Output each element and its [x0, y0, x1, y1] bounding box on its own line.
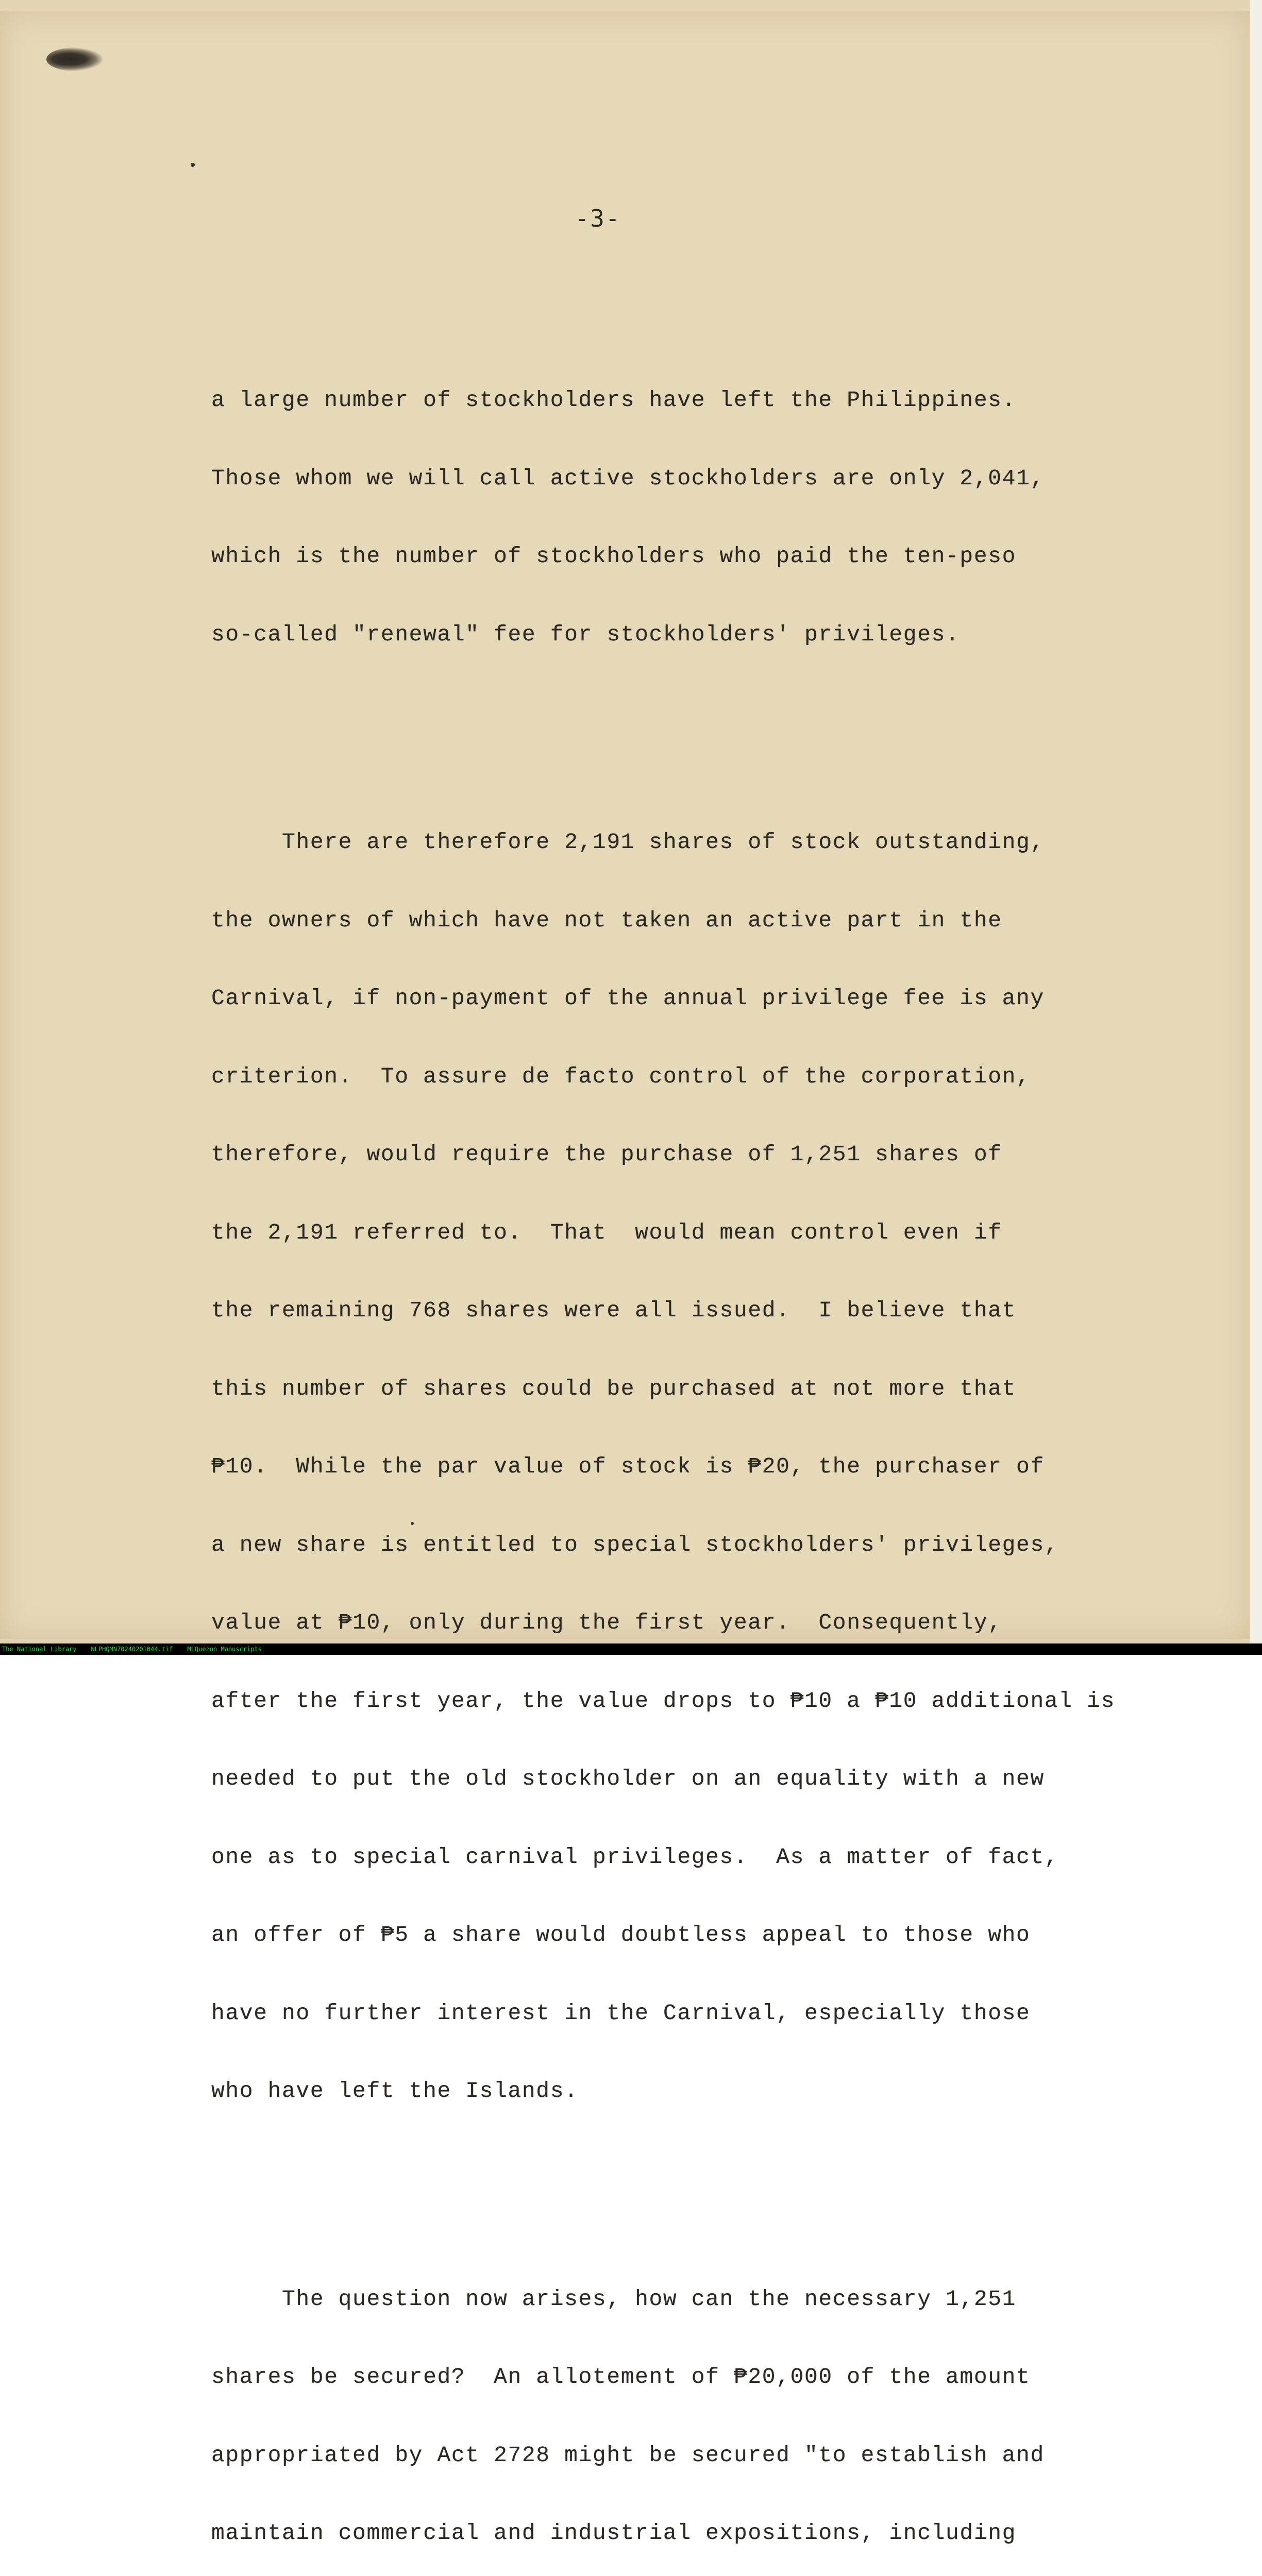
text-line: the 2,191 referred to. That would mean control even if	[211, 1220, 1242, 1246]
paragraph	[211, 2234, 1242, 2576]
text-line: so-called "renewal" fee for stockholders' privileges.	[211, 622, 1242, 648]
text-line: Carnival, if non-payment of the annual privilege fee is any	[211, 986, 1242, 1012]
text-line: Those whom we will call active stockholders are only 2,041,	[211, 466, 1242, 492]
text-line: criterion. To assure de facto control of the corporation,	[211, 1064, 1242, 1090]
text-line: There are therefore 2,191 shares of stock outstanding,	[211, 829, 1242, 856]
scan-footer	[0, 1643, 1262, 1655]
text-line: a large number of stockholders have left the Philippines.	[211, 387, 1242, 414]
paragraph	[211, 335, 1242, 700]
text-line: a new share is entitled to special stockholders' privileges,	[211, 1532, 1242, 1558]
footer-file: NLPHQMN70240201044.tif	[91, 1646, 173, 1653]
footer-library: The National Library	[2, 1646, 77, 1653]
text-line: therefore, would require the purchase of 1,251 shares of	[211, 1142, 1242, 1168]
scan-margin	[1250, 0, 1262, 1643]
text-line: The question now arises, how can the necessary 1,251	[211, 2286, 1242, 2313]
letter-body	[211, 283, 1242, 2576]
text-line: value at ₱10, only during the first year. Consequently,	[211, 1610, 1242, 1636]
text-line: ₱10. While the par value of stock is ₱20, the purchaser of	[211, 1454, 1242, 1480]
text-line: needed to put the old stockholder on an equality with a new	[211, 1766, 1242, 1792]
text-line: maintain commercial and industrial expositions, including	[211, 2520, 1242, 2547]
ink-speck	[191, 163, 195, 167]
text-line: the owners of which have not taken an active part in the	[211, 908, 1242, 934]
page-number: -3-	[557, 205, 639, 232]
text-line: an offer of ₱5 a share would doubtless appeal to those who	[211, 1922, 1242, 1948]
paper-sheet	[0, 11, 1250, 1639]
text-line: this number of shares could be purchased at not more that	[211, 1376, 1242, 1402]
text-line: have no further interest in the Carnival, especially those	[211, 2001, 1242, 2027]
footer-collection: MLQuezon Manuscripts	[187, 1646, 262, 1653]
text-line: one as to special carnival privileges. As a matter of fact,	[211, 1844, 1242, 1871]
text-line: shares be secured? An allotement of ₱20,000 of the amount	[211, 2364, 1242, 2391]
text-line: who have left the Islands.	[211, 2078, 1242, 2105]
text-line: the remaining 768 shares were all issued. I believe that	[211, 1298, 1242, 1324]
text-line: appropriated by Act 2728 might be secured "to establish and	[211, 2443, 1242, 2469]
text-line: after the first year, the value drops to ₱10 a ₱10 additional is	[211, 1688, 1242, 1715]
ink-smudge	[46, 47, 103, 71]
text-line: which is the number of stockholders who paid the ten-peso	[211, 544, 1242, 570]
paragraph	[211, 777, 1242, 2157]
